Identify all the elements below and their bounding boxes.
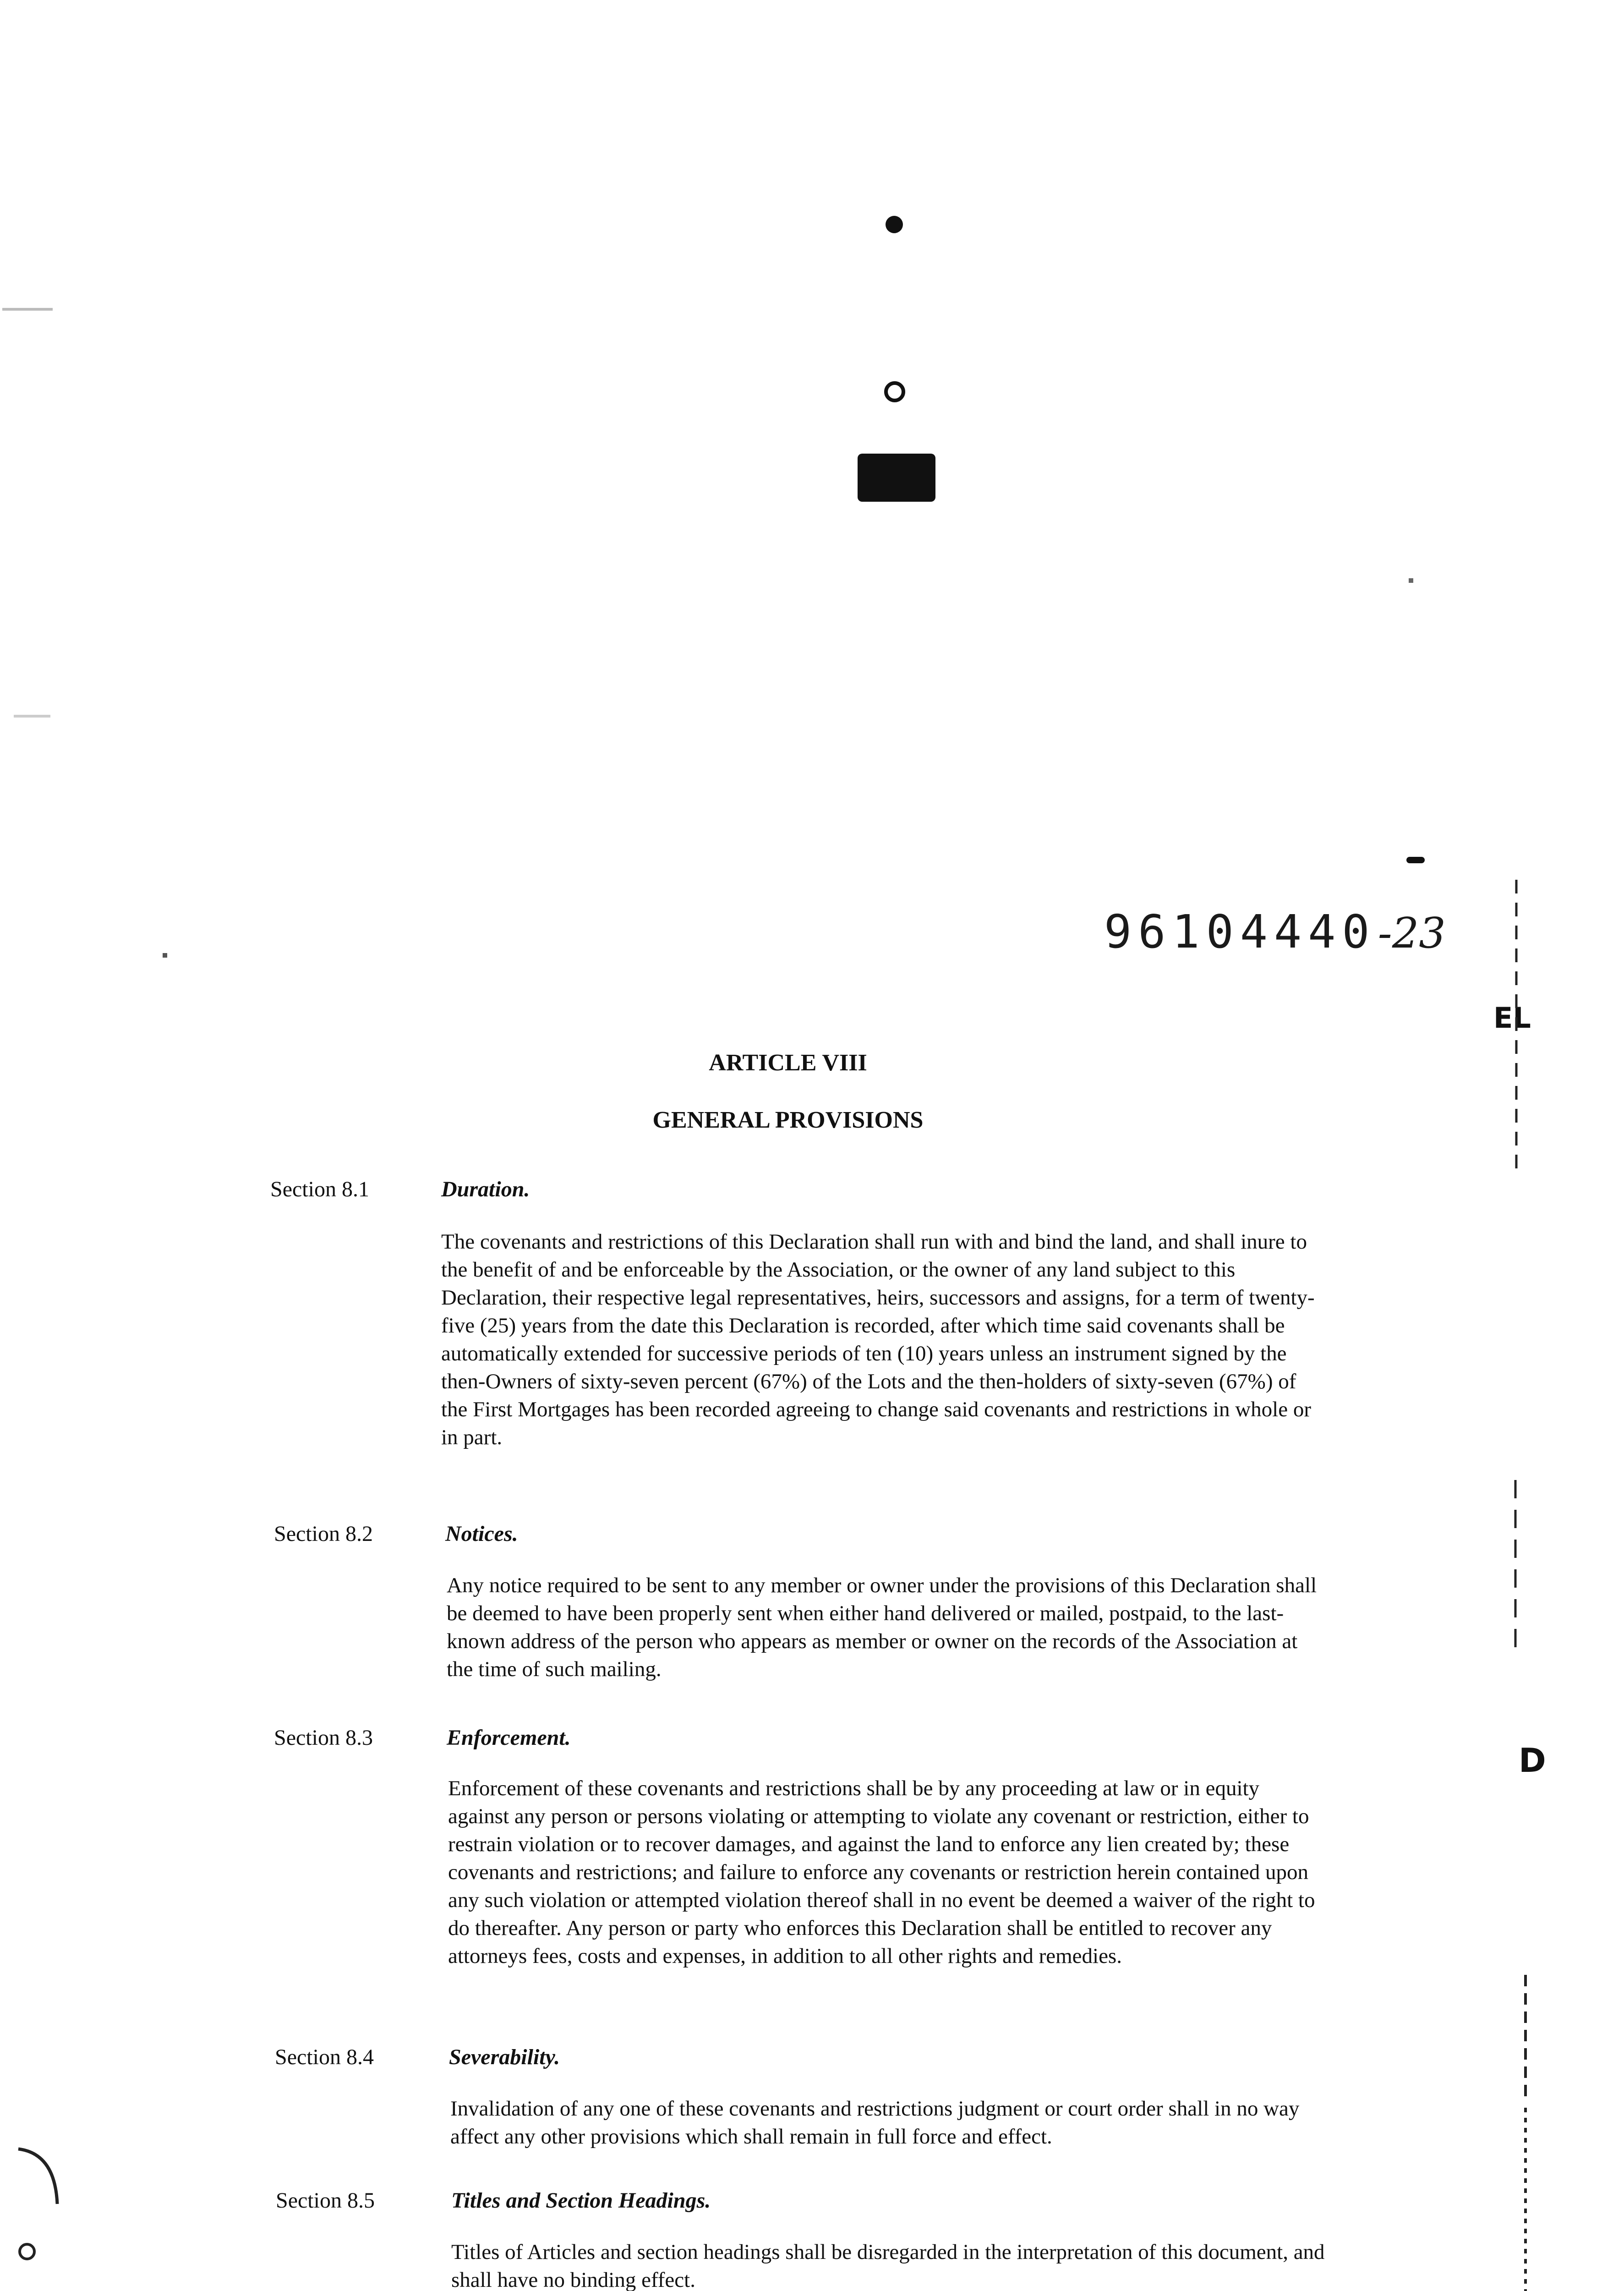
section-body: Any notice required to be sent to any member or owner under the provisions of this Declaration shall be deemed to have been properly sent when either hand delivered or mailed, postpaid, to the last-known address of the person who appears as member or owner on the records of the Association at the time of such mailing. [447, 1573, 1317, 1681]
article-title: GENERAL PROVISIONS [652, 1107, 924, 1133]
right-edge-scan-lines [1507, 861, 1562, 2291]
section-label: Section 8.4 [275, 2045, 374, 2069]
section-title: Notices. [445, 1522, 518, 1546]
section-label: Section 8.1 [270, 1177, 369, 1201]
section-body: The covenants and restrictions of this Declaration shall run with and bind the land, and shall inure to the benefit of and be enforceable by the Association, or the owner of any land subject to this Declaration, their respective legal representatives, heirs, successors and assigns, for a term of twenty-five (25) years from the date this Declaration is recorded, after which time said covenants shall be automatically extended for successive periods of ten (10) years unless an instrument signed by the then-Owners of sixty-seven percent (67%) of the Lots and the then-holders of sixty-seven (67%) of the First Mortgages has been recorded agreeing to change said covenants and restrictions in whole or in part. [441, 1230, 1315, 1449]
section-label: Section 8.2 [274, 1522, 373, 1546]
section-label: Section 8.5 [276, 2188, 375, 2213]
section-body: Invalidation of any one of these covenants and restrictions judgment or court order shall in no way affect any other provisions which shall remain in full force and effect. [450, 2097, 1300, 2148]
section-label: Section 8.3 [274, 1726, 373, 1750]
scan-speck [2, 308, 53, 311]
section-title: Duration. [441, 1177, 530, 1201]
punch-hole-mark [886, 216, 903, 233]
recording-number [1104, 905, 1446, 959]
section-body: Enforcement of these covenants and restrictions shall be by any proceeding at law or in equity against any person or persons violating or attempting to violate any covenant or restriction, either to restrain violation or to recover damages, and against the land to enforce any lien created by; these covenants and restrictions; and failure to enforce any covenants or restriction herein contained upon any such violation or attempted violation thereof shall in no event be deemed a waiver of the right to do thereafter. Any person or party who enforces this Declaration shall be entitled to recover any attorneys fees, costs and expenses, in addition to all other rights and remedies. [448, 1776, 1315, 1968]
margin-mark-upper: EL [1493, 1001, 1531, 1035]
article-heading: ARTICLE VIII [709, 1050, 867, 1076]
section-title: Severability. [449, 2045, 560, 2069]
section-body: Titles of Articles and section headings shall be disregarded in the interpretation of this document, and shall have no binding effect. [451, 2240, 1325, 2291]
document-page-suffix: -23 [1378, 909, 1446, 958]
punch-ring-mark [884, 381, 905, 402]
redaction-block [858, 454, 935, 502]
margin-mark-middle: D [1519, 1741, 1546, 1780]
section-title: Titles and Section Headings. [451, 2188, 711, 2213]
scan-speck [163, 953, 167, 958]
scan-speck [14, 715, 50, 718]
document-number: 96104440 [1104, 905, 1376, 959]
left-punch-hole [18, 2243, 36, 2260]
section-title: Enforcement. [447, 1726, 571, 1750]
scan-speck [1409, 578, 1413, 583]
left-edge-scan-marks [0, 2131, 73, 2291]
scan-speck [1406, 857, 1425, 863]
